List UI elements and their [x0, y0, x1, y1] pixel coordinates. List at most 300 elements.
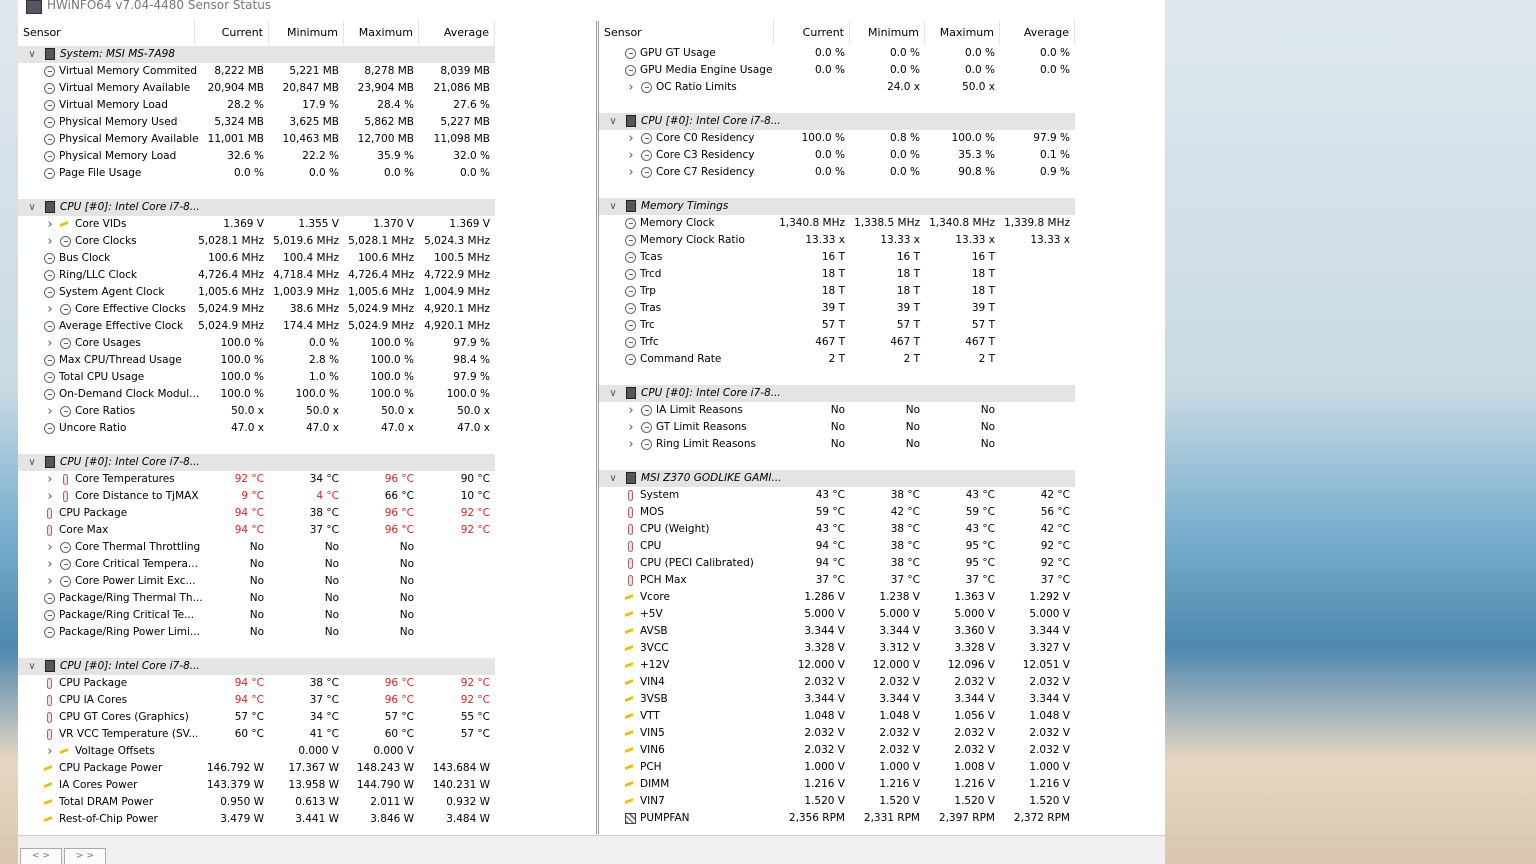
current-value: 5,024.9 MHz — [198, 303, 264, 315]
sensor-row[interactable] — [599, 555, 1165, 572]
maximum-value: 60 °C — [384, 728, 414, 740]
average-value: 3.344 V — [1029, 625, 1070, 637]
sensor-row[interactable] — [18, 505, 596, 522]
column-header-maximum[interactable]: Maximum — [344, 21, 419, 45]
minimum-value: 3,625 MB — [289, 116, 339, 128]
gauge-icon — [625, 337, 636, 348]
minimum-value: 42 °C — [890, 506, 920, 518]
average-value — [419, 624, 495, 641]
sensor-row[interactable] — [18, 420, 596, 437]
group-name: CPU [#0]: Intel Core i7-8... — [641, 387, 781, 399]
sensor-name: Package/Ring Critical Te... — [59, 609, 195, 621]
maximum-value: No — [399, 558, 414, 570]
maximum-value: 0.0 % — [964, 64, 995, 76]
sensor-row[interactable] — [18, 488, 596, 505]
sensor-row[interactable] — [18, 80, 596, 97]
expand-chevron-icon[interactable]: › — [47, 744, 53, 759]
sensor-name: Physical Memory Used — [59, 116, 178, 128]
sensor-row[interactable] — [18, 148, 596, 165]
expand-chevron-icon[interactable]: › — [47, 472, 53, 487]
current-value: 0.0 % — [814, 149, 845, 161]
sensor-row[interactable] — [18, 335, 596, 352]
sensor-name: VR VCC Temperature (SV... — [59, 728, 199, 740]
current-value: 13.33 x — [805, 234, 845, 246]
sensor-row[interactable] — [18, 522, 596, 539]
minimum-value: 5.000 V — [879, 608, 920, 620]
expand-chevron-icon[interactable]: › — [47, 336, 53, 351]
gauge-icon — [641, 405, 652, 416]
maximum-value: 5,028.1 MHz — [348, 235, 414, 247]
gauge-icon — [60, 406, 71, 417]
current-value: 5,024.9 MHz — [198, 320, 264, 332]
sensor-row[interactable] — [18, 233, 596, 250]
sensor-status-window — [18, 0, 1165, 864]
sensor-group-header[interactable] — [599, 198, 1165, 215]
minimum-value: 20,847 MB — [282, 82, 339, 94]
expand-chevron-icon[interactable]: › — [47, 489, 53, 504]
nav-button-1[interactable]: < > — [20, 848, 62, 864]
sensor-group-header[interactable] — [18, 46, 596, 63]
sensor-group-header[interactable] — [18, 199, 596, 216]
maximum-value: No — [980, 438, 995, 450]
sensor-row[interactable] — [599, 538, 1165, 555]
current-value: 59 °C — [815, 506, 845, 518]
group-name: MSI Z370 GODLIKE GAMI... — [641, 472, 782, 484]
sensor-row[interactable] — [599, 708, 1165, 725]
sensor-row[interactable] — [599, 317, 1165, 334]
sensor-row[interactable] — [599, 623, 1165, 640]
sensor-row[interactable] — [18, 267, 596, 284]
bottom-toolbar — [18, 835, 1165, 864]
current-value: 146.792 W — [206, 762, 264, 774]
gauge-icon — [625, 48, 636, 59]
nav-button-2[interactable]: > > — [64, 848, 106, 864]
average-value: 5.000 V — [1029, 608, 1070, 620]
sensor-name: Trcd — [640, 268, 662, 280]
sensor-row[interactable] — [18, 216, 596, 233]
sensor-row[interactable] — [599, 215, 1165, 232]
sensor-name: Command Rate — [640, 353, 722, 365]
current-value: 143.379 W — [206, 779, 264, 791]
minimum-value: 1,338.5 MHz — [854, 217, 920, 229]
right-sensor-pane[interactable] — [598, 21, 1165, 834]
group-name: CPU [#0]: Intel Core i7-8... — [60, 201, 200, 213]
expand-chevron-icon[interactable]: › — [47, 574, 53, 589]
sensor-row[interactable] — [18, 539, 596, 556]
sensor-row[interactable] — [599, 283, 1165, 300]
chip-icon — [626, 200, 636, 212]
sensor-row[interactable] — [18, 556, 596, 573]
minimum-value: 1.520 V — [879, 795, 920, 807]
maximum-value: 1,340.8 MHz — [929, 217, 995, 229]
minimum-value: 4 °C — [316, 490, 339, 502]
sensor-name: Voltage Offsets — [75, 745, 155, 757]
chip-icon — [626, 115, 636, 127]
collapse-chevron-icon[interactable]: ∨ — [28, 457, 36, 468]
column-header-average[interactable]: Average — [419, 21, 495, 45]
expand-chevron-icon[interactable]: › — [47, 404, 53, 419]
current-value: 4,726.4 MHz — [198, 269, 264, 281]
minimum-value: 37 °C — [309, 694, 339, 706]
current-value: No — [830, 404, 845, 416]
sensor-row[interactable] — [599, 572, 1165, 589]
collapse-chevron-icon[interactable]: ∨ — [28, 202, 36, 213]
average-value: 47.0 x — [457, 422, 490, 434]
expand-chevron-icon[interactable]: › — [47, 234, 53, 249]
current-value: No — [830, 421, 845, 433]
maximum-value: 16 T — [971, 251, 995, 263]
minimum-value: 3.344 V — [879, 625, 920, 637]
maximum-value: 100.0 % — [370, 337, 414, 349]
column-header-average[interactable]: Average — [1000, 21, 1075, 45]
sensor-row[interactable] — [599, 232, 1165, 249]
sensor-row[interactable] — [18, 675, 596, 692]
current-value: 92 °C — [234, 473, 264, 485]
expand-chevron-icon[interactable]: › — [628, 403, 634, 418]
expand-chevron-icon[interactable]: › — [628, 420, 634, 435]
minimum-value: 17.367 W — [288, 762, 339, 774]
sensor-row[interactable] — [599, 62, 1165, 79]
average-value: 92 °C — [460, 694, 490, 706]
maximum-value: 59 °C — [965, 506, 995, 518]
column-header-sensor[interactable]: Sensor — [599, 21, 774, 45]
expand-chevron-icon[interactable]: › — [47, 557, 53, 572]
sensor-name: Trfc — [640, 336, 659, 348]
sensor-row[interactable] — [599, 504, 1165, 521]
sensor-row[interactable] — [18, 131, 596, 148]
maximum-value: 1.520 V — [954, 795, 995, 807]
sensor-row[interactable] — [599, 487, 1165, 504]
sensor-row[interactable] — [599, 606, 1165, 623]
average-value — [419, 607, 495, 624]
column-header-minimum[interactable]: Minimum — [850, 21, 925, 45]
thermometer-icon — [47, 695, 52, 706]
blank-row — [599, 453, 1165, 470]
maximum-value: 0.0 % — [964, 47, 995, 59]
current-value: 94 °C — [815, 540, 845, 552]
sensor-row[interactable] — [599, 776, 1165, 793]
gauge-icon — [44, 287, 55, 298]
expand-chevron-icon[interactable]: › — [628, 148, 634, 163]
sensor-row[interactable] — [599, 130, 1165, 147]
collapse-chevron-icon[interactable]: ∨ — [609, 116, 617, 127]
sensor-row[interactable] — [18, 794, 596, 811]
title-bar[interactable] — [18, 0, 1165, 19]
minimum-value: 2.032 V — [879, 727, 920, 739]
sensor-group-header[interactable] — [18, 454, 596, 471]
sensor-row[interactable] — [599, 759, 1165, 776]
average-value — [419, 556, 495, 573]
collapse-chevron-icon[interactable]: ∨ — [609, 388, 617, 399]
maximum-value: 43 °C — [965, 523, 995, 535]
sensor-row[interactable] — [599, 674, 1165, 691]
lightning-bolt-icon — [625, 795, 633, 807]
maximum-value: 100.0 % — [370, 371, 414, 383]
current-value: 3.344 V — [804, 625, 845, 637]
sensor-group-header[interactable] — [599, 113, 1165, 130]
sensor-row[interactable] — [599, 589, 1165, 606]
sensor-row[interactable] — [599, 402, 1165, 419]
average-value: 0.0 % — [1039, 64, 1070, 76]
average-value: 143.684 W — [432, 762, 490, 774]
maximum-value: 100.6 MHz — [358, 252, 414, 264]
current-value: 39 T — [821, 302, 845, 314]
average-value: 55 °C — [460, 711, 490, 723]
gauge-icon — [44, 168, 55, 179]
current-value: 100.6 MHz — [208, 252, 264, 264]
sensor-row[interactable] — [599, 249, 1165, 266]
lightning-bolt-icon — [625, 676, 633, 688]
average-value — [1000, 79, 1075, 96]
sensor-row[interactable] — [599, 657, 1165, 674]
minimum-value: No — [905, 404, 920, 416]
sensor-name: Total DRAM Power — [59, 796, 154, 808]
expand-chevron-icon[interactable]: › — [628, 131, 634, 146]
maximum-value: 5,024.9 MHz — [348, 303, 414, 315]
sensor-row[interactable] — [599, 419, 1165, 436]
minimum-value: 0.8 % — [889, 132, 920, 144]
sensor-row[interactable] — [599, 436, 1165, 453]
minimum-value: 13.958 W — [288, 779, 339, 791]
minimum-value: 1,003.9 MHz — [273, 286, 339, 298]
sensor-row[interactable] — [18, 590, 596, 607]
sensor-group-header[interactable] — [599, 470, 1165, 487]
sensor-name: Core Thermal Throttling — [75, 541, 201, 553]
column-header-maximum[interactable]: Maximum — [925, 21, 1000, 45]
minimum-value: 1.216 V — [879, 778, 920, 790]
sensor-row[interactable] — [18, 607, 596, 624]
minimum-value: 38 °C — [890, 523, 920, 535]
maximum-value: 100.0 % — [951, 132, 995, 144]
minimum-value: No — [324, 592, 339, 604]
sensor-row[interactable] — [599, 351, 1165, 368]
column-header-current[interactable]: Current — [195, 21, 269, 45]
minimum-value: No — [324, 609, 339, 621]
average-value — [1000, 283, 1075, 300]
column-header-current[interactable]: Current — [774, 21, 850, 45]
sensor-row[interactable] — [18, 386, 596, 403]
minimum-value: 467 T — [890, 336, 920, 348]
current-value: 1.000 V — [804, 761, 845, 773]
average-value: 2.032 V — [1029, 727, 1070, 739]
gauge-icon — [44, 83, 55, 94]
sensor-row[interactable] — [599, 640, 1165, 657]
maximum-value: 57 °C — [384, 711, 414, 723]
maximum-value: 12.096 V — [947, 659, 995, 671]
maximum-value: 144.790 W — [356, 779, 414, 791]
minimum-value: 39 T — [896, 302, 920, 314]
average-value — [1000, 351, 1075, 368]
lightning-bolt-icon — [625, 744, 633, 756]
minimum-value: 50.0 x — [306, 405, 339, 417]
sensor-row[interactable] — [599, 79, 1165, 96]
thermometer-icon — [628, 541, 633, 552]
sensor-row[interactable] — [599, 810, 1165, 827]
sensor-row[interactable] — [599, 725, 1165, 742]
column-header-minimum[interactable]: Minimum — [269, 21, 344, 45]
sensor-row[interactable] — [18, 811, 596, 828]
current-value: 100.0 % — [801, 132, 845, 144]
minimum-value: 1.0 % — [308, 371, 339, 383]
expand-chevron-icon[interactable]: › — [47, 302, 53, 317]
current-value: 57 °C — [234, 711, 264, 723]
collapse-chevron-icon[interactable]: ∨ — [609, 473, 617, 484]
average-value: 4,920.1 MHz — [424, 303, 490, 315]
average-value: 97.9 % — [453, 337, 490, 349]
sensor-row[interactable] — [18, 726, 596, 743]
sensor-row[interactable] — [18, 250, 596, 267]
minimum-value: 0.0 % — [889, 64, 920, 76]
average-value — [1000, 300, 1075, 317]
sensor-row[interactable] — [599, 300, 1165, 317]
sensor-row[interactable] — [18, 114, 596, 131]
sensor-row[interactable] — [599, 742, 1165, 759]
sensor-name: Physical Memory Load — [59, 150, 177, 162]
maximum-value: 2 T — [978, 353, 995, 365]
current-value: 0.0 % — [814, 47, 845, 59]
current-value: 0.0 % — [814, 166, 845, 178]
average-value: 92 °C — [460, 677, 490, 689]
sensor-row[interactable] — [18, 63, 596, 80]
maximum-value: 96 °C — [384, 524, 414, 536]
expand-chevron-icon[interactable]: › — [628, 165, 634, 180]
sensor-row[interactable] — [18, 352, 596, 369]
minimum-value: 38 °C — [309, 507, 339, 519]
sensor-row[interactable] — [18, 284, 596, 301]
sensor-row[interactable] — [18, 301, 596, 318]
current-value: 2,356 RPM — [788, 812, 845, 824]
average-value — [1000, 266, 1075, 283]
collapse-chevron-icon[interactable]: ∨ — [609, 201, 617, 212]
sensor-name: Average Effective Clock — [59, 320, 184, 332]
average-value: 5,227 MB — [440, 116, 490, 128]
maximum-value: 2.011 W — [370, 796, 414, 808]
gauge-icon — [44, 355, 55, 366]
sensor-name: Physical Memory Available — [59, 133, 199, 145]
current-value: 18 T — [821, 285, 845, 297]
average-value: 13.33 x — [1030, 234, 1070, 246]
current-value: 100.0 % — [220, 388, 264, 400]
minimum-value: 24.0 x — [887, 81, 920, 93]
sensor-row[interactable] — [18, 760, 596, 777]
gauge-icon — [641, 150, 652, 161]
current-value: 0.0 % — [814, 64, 845, 76]
minimum-value: 0.0 % — [308, 167, 339, 179]
sensor-group-header[interactable] — [18, 658, 596, 675]
sensor-row[interactable] — [18, 318, 596, 335]
sensor-row[interactable] — [18, 692, 596, 709]
expand-chevron-icon[interactable]: › — [628, 80, 634, 95]
maximum-value: 18 T — [971, 268, 995, 280]
sensor-row[interactable] — [18, 743, 596, 760]
sensor-row[interactable] — [18, 403, 596, 420]
sensor-row[interactable] — [599, 164, 1165, 181]
minimum-value: 0.000 V — [298, 745, 339, 757]
thermometer-icon — [628, 507, 633, 518]
left-sensor-pane[interactable] — [18, 21, 597, 834]
current-value: No — [249, 609, 264, 621]
lightning-bolt-icon — [625, 778, 633, 790]
column-header-row — [599, 21, 1165, 45]
sensor-name: Core Usages — [75, 337, 141, 349]
average-value: 97.9 % — [1033, 132, 1070, 144]
sensor-row[interactable] — [18, 97, 596, 114]
sensor-row[interactable] — [599, 147, 1165, 164]
expand-chevron-icon[interactable]: › — [47, 540, 53, 555]
gauge-icon — [44, 593, 55, 604]
average-value: 90 °C — [460, 473, 490, 485]
average-value: 3.484 W — [446, 813, 490, 825]
sensor-row[interactable] — [599, 793, 1165, 810]
sensor-row[interactable] — [18, 709, 596, 726]
blank-row — [599, 96, 1165, 113]
sensor-row[interactable] — [18, 369, 596, 386]
gauge-icon — [44, 66, 55, 77]
sensor-row[interactable] — [599, 521, 1165, 538]
column-header-sensor[interactable]: Sensor — [18, 21, 195, 45]
sensor-name: Virtual Memory Load — [59, 99, 168, 111]
collapse-chevron-icon[interactable]: ∨ — [28, 49, 36, 60]
average-value — [419, 743, 495, 760]
average-value — [1000, 436, 1075, 453]
sensor-row[interactable] — [18, 624, 596, 641]
current-value: 467 T — [815, 336, 845, 348]
sensor-row[interactable] — [18, 777, 596, 794]
maximum-value: 35.3 % — [958, 149, 995, 161]
maximum-value: 66 °C — [384, 490, 414, 502]
collapse-chevron-icon[interactable]: ∨ — [28, 661, 36, 672]
sensor-name: Core C3 Residency — [656, 149, 755, 161]
lightning-bolt-icon — [625, 625, 633, 637]
sensor-name: VIN6 — [640, 744, 665, 756]
maximum-value: 43 °C — [965, 489, 995, 501]
maximum-value: No — [399, 609, 414, 621]
sensor-row[interactable] — [599, 691, 1165, 708]
sensor-name: Virtual Memory Available — [59, 82, 191, 94]
sensor-name: DIMM — [640, 778, 670, 790]
expand-chevron-icon[interactable]: › — [47, 217, 53, 232]
sensor-name: Bus Clock — [59, 252, 111, 264]
sensor-row[interactable] — [599, 45, 1165, 62]
sensor-row[interactable] — [18, 165, 596, 182]
maximum-value: 4,726.4 MHz — [348, 269, 414, 281]
maximum-value: 28.4 % — [377, 99, 414, 111]
gauge-icon — [44, 423, 55, 434]
sensor-name: Virtual Memory Commited — [59, 65, 198, 77]
maximum-value: 1.363 V — [954, 591, 995, 603]
sensor-name: AVSB — [640, 625, 668, 637]
sensor-group-header[interactable] — [599, 385, 1165, 402]
sensor-row[interactable] — [599, 266, 1165, 283]
average-value: 10 °C — [460, 490, 490, 502]
minimum-value: 5,019.6 MHz — [273, 235, 339, 247]
sensor-row[interactable] — [599, 334, 1165, 351]
sensor-row[interactable] — [18, 471, 596, 488]
sensor-row[interactable] — [18, 573, 596, 590]
average-value: 92 °C — [1040, 557, 1070, 569]
sensor-name: VTT — [640, 710, 660, 722]
expand-chevron-icon[interactable]: › — [628, 437, 634, 452]
average-value: 1.369 V — [449, 218, 490, 230]
maximum-value: 96 °C — [384, 473, 414, 485]
average-value — [419, 539, 495, 556]
gauge-icon — [44, 134, 55, 145]
average-value: 92 °C — [1040, 540, 1070, 552]
thermometer-icon — [628, 575, 633, 586]
sensor-name: Vcore — [640, 591, 670, 603]
current-value: 5,324 MB — [214, 116, 264, 128]
lightning-bolt-icon — [625, 659, 633, 671]
